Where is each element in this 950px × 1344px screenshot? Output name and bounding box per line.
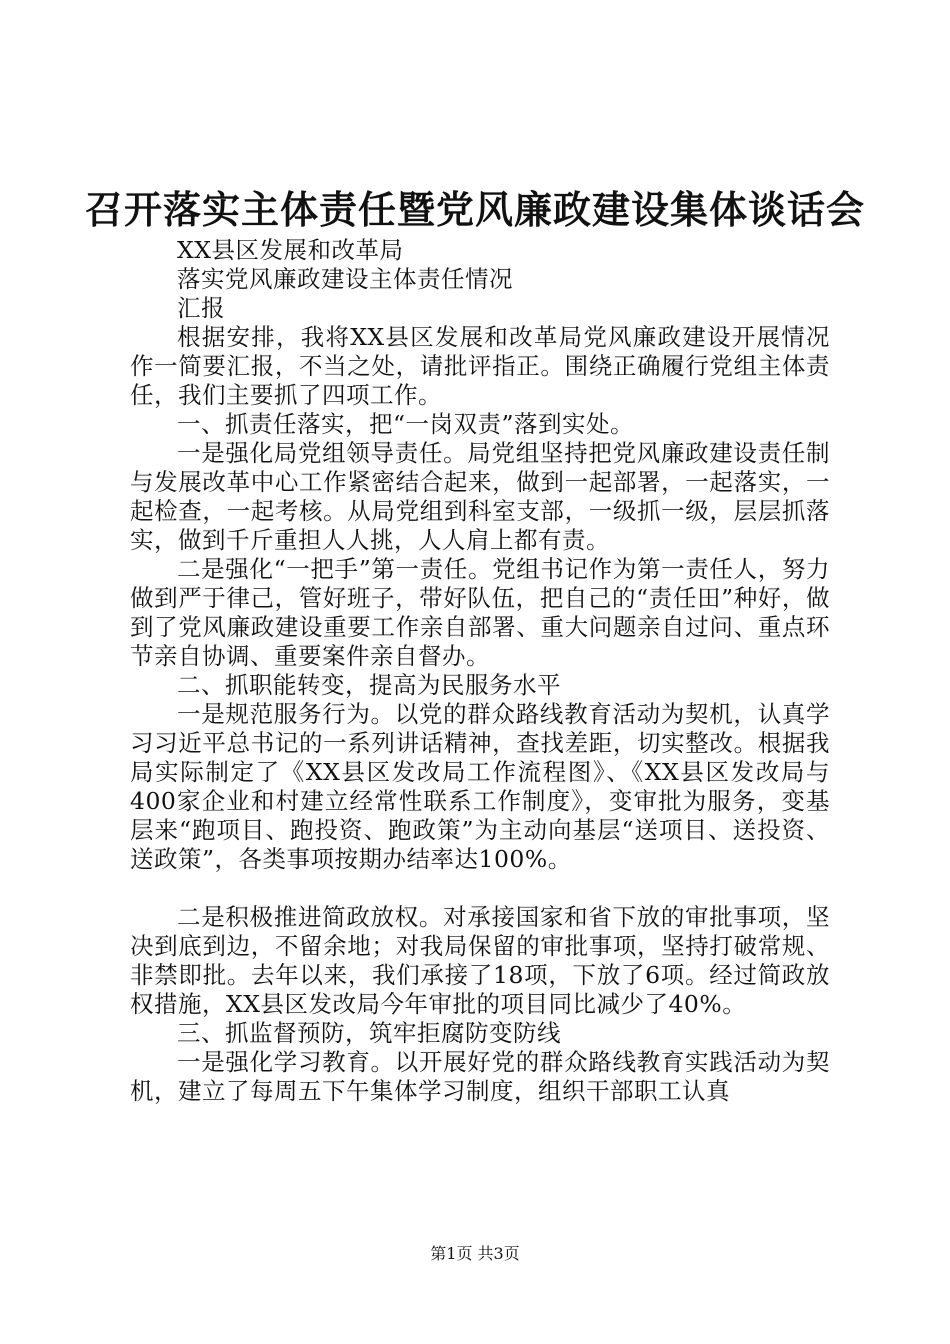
paragraph-intro: 根据安排，我将XX县区发展和改革局党风廉政建设开展情况作一简要汇报，不当之处，请批评指正。围绕正确履行党组主体责任，我们主要抓了四项工作。 [130,323,830,409]
paragraph-2-1: 一是规范服务行为。以党的群众路线教育活动为契机，认真学习习近平总书记的一系列讲话精神，查找差距，切实整改。根据我局实际制定了《XX县区发改局工作流程图》、《XX县区发改局与400家企业和村建立经常性联系工作制度》，变审批为服务，变基层来“跑项目、跑投资、跑政策”为主动向基层“送项目、送投资、送政策”，各类事项按期办结率达100%。 [130,700,830,873]
page-footer: 第1页 共3页 [430,1244,520,1263]
document-body [130,236,830,1106]
blank-line [130,874,830,903]
paragraph-subject: 落实党风廉政建设主体责任情况 [177,265,513,293]
section-heading-1: 一、抓责任落实，把“一岗双责”落到实处。 [177,410,635,438]
paragraph-org: XX县区发展和改革局 [177,236,404,264]
section-heading-3: 三、抓监督预防，筑牢拒腐防变防线 [177,1019,561,1047]
section-heading-2: 二、抓职能转变，提高为民服务水平 [177,671,561,699]
paragraph-1-2: 二是强化“一把手”第一责任。党组书记作为第一责任人，努力做到严于律己，管好班子，带好队伍，把自己的“责任田”种好，做到了党风廉政建设重要工作亲自部署、重大问题亲自过问、重点环节亲自协调、重要案件亲自督办。 [130,555,830,670]
paragraph-report: 汇报 [177,294,225,322]
document-title: 召开落实主体责任暨党风廉政建设集体谈话会 [84,187,865,232]
paragraph-3-1: 一是强化学习教育。以开展好党的群众路线教育实践活动为契机，建立了每周五下午集体学习制度，组织干部职工认真 [130,1048,830,1105]
paragraph-2-2: 二是积极推进简政放权。对承接国家和省下放的审批事项，坚决到底到边，不留余地；对我局保留的审批事项，坚持打破常规、非禁即批。去年以来，我们承接了18项，下放了6项。经过简政放权措施，XX县区发改局今年审批的项目同比减少了40%。 [130,903,830,1018]
paragraph-1-1: 一是强化局党组领导责任。局党组坚持把党风廉政建设责任制与发展改革中心工作紧密结合起来，做到一起部署，一起落实，一起检查，一起考核。从局党组到科室支部，一级抓一级，层层抓落实，做到千斤重担人人挑，人人肩上都有责。 [130,439,830,554]
